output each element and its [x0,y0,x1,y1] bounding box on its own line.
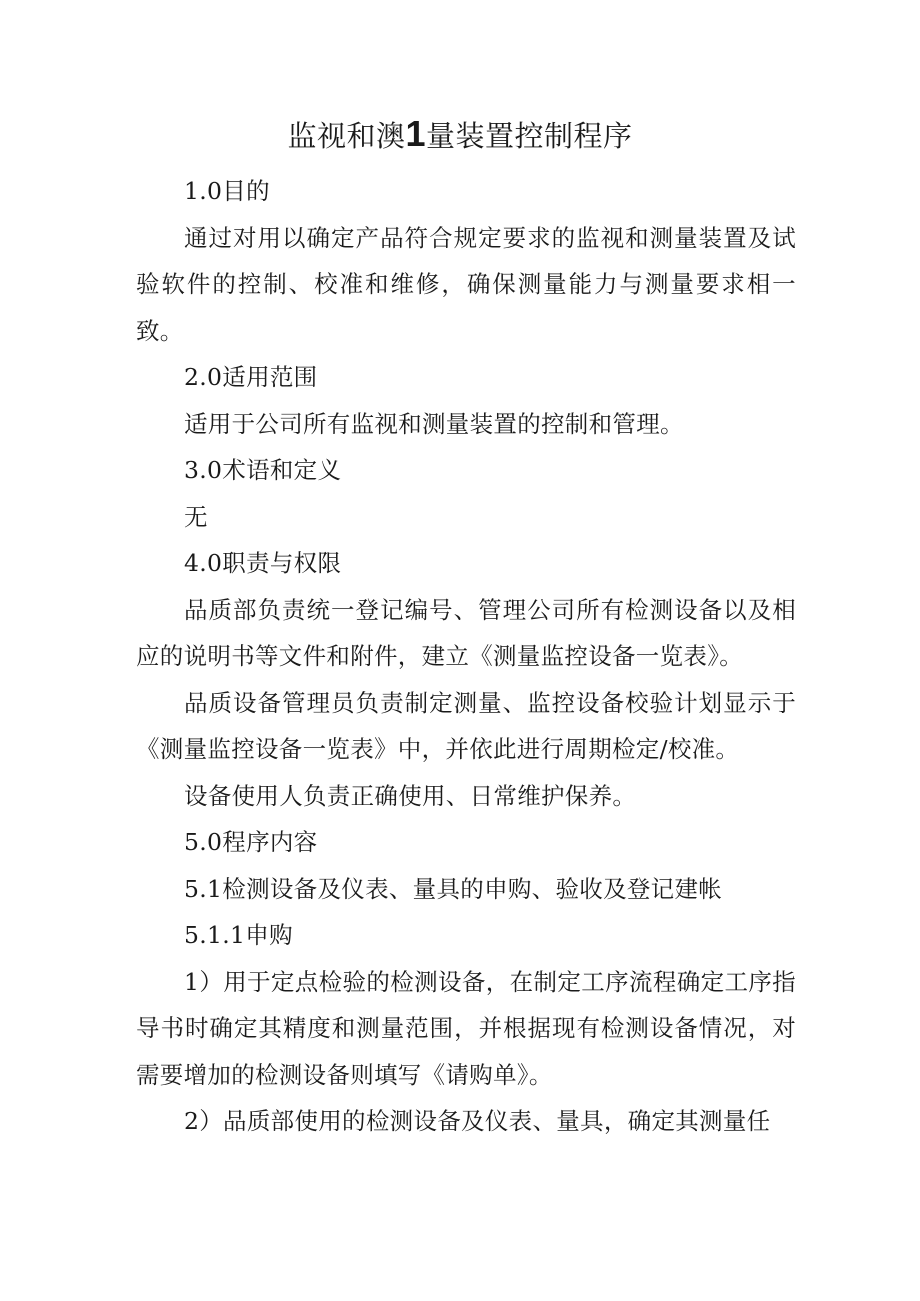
paragraph-item-1: 1）用于定点检验的检测设备，在制定工序流程确定工序指导书时确定其精度和测量范围，并根据现有检测设备情况，对需要增加的检测设备则填写《请购单》。 [136,967,796,1089]
paragraph-purpose: 通过对用以确定产品符合规定要求的监视和测量装置及试验软件的控制、校准和维修，确保测量能力与测量要求相一致。 [136,223,796,345]
paragraph-scope: 适用于公司所有监视和测量装置的控制和管理。 [184,409,684,438]
subsection-heading-5-1-1: 5.1.1申购 [184,921,293,949]
paragraph-equipment-user: 设备使用人负责正确使用、日常维护保养。 [184,781,637,810]
section-heading-procedure: 5.0程序内容 [184,828,318,856]
title-suffix: 量装置控制程序 [426,119,633,153]
document-body [136,168,796,1145]
section-heading-scope: 2.0适用范围 [184,363,318,391]
document-title [0,112,920,158]
paragraph-terms: 无 [184,502,208,531]
subsection-heading-5-1: 5.1检测设备及仪表、量具的申购、验收及登记建帐 [184,874,723,903]
section-heading-responsibilities: 4.0职责与权限 [184,549,342,577]
title-prefix: 监视和澳 [287,119,406,153]
paragraph-quality-dept: 品质部负责统一登记编号、管理公司所有检测设备以及相应的说明书等文件和附件，建立《测量监控设备一览表》。 [136,595,796,670]
title-mark: 1 [405,113,427,154]
paragraph-equipment-admin: 品质设备管理员负责制定测量、监控设备校验计划显示于《测量监控设备一览表》中，并依此进行周期检定/校准。 [136,688,796,763]
section-heading-purpose: 1.0目的 [184,177,270,205]
paragraph-item-2: 2）品质部使用的检测设备及仪表、量具，确定其测量任 [184,1107,771,1135]
section-heading-terms: 3.0术语和定义 [184,456,342,484]
